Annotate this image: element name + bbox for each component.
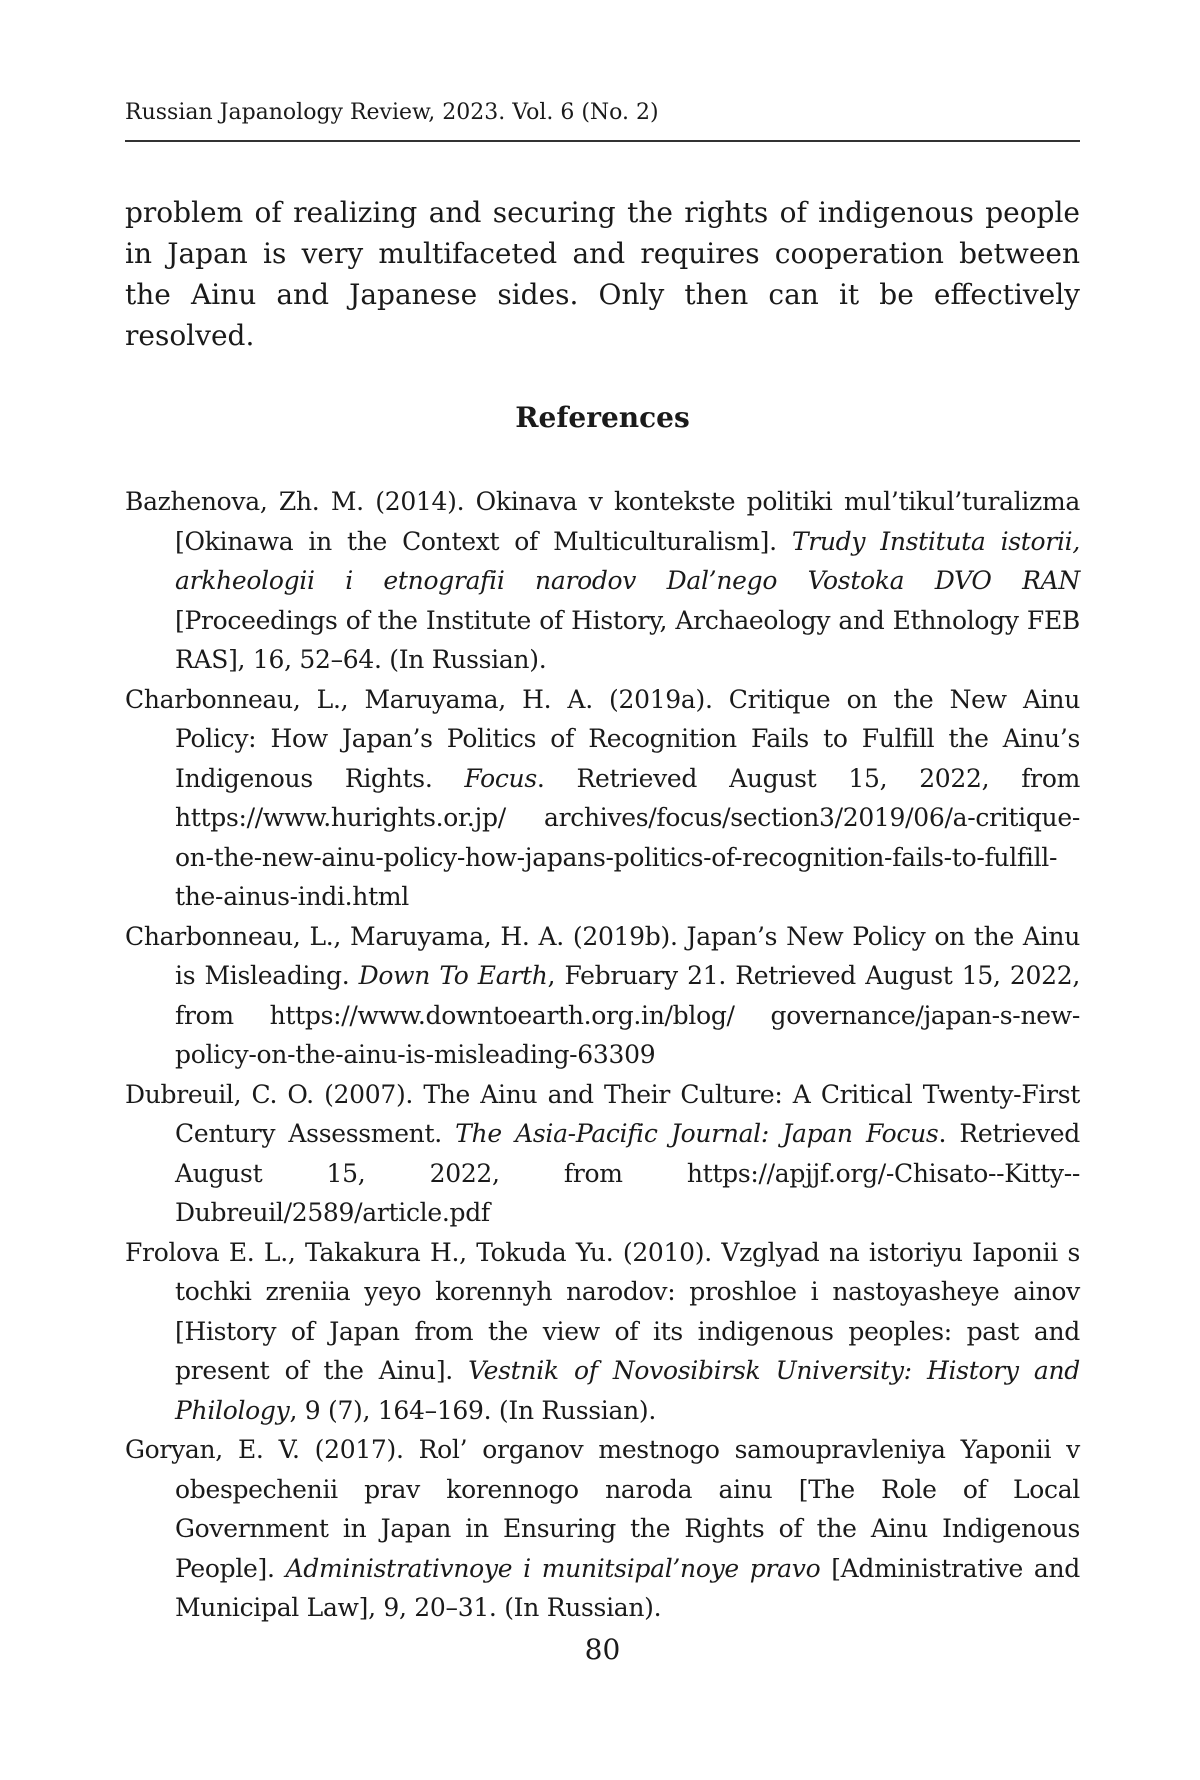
reference-text: , 9 (7), 164–169. (In Russian). (289, 1395, 656, 1425)
reference-source-title: Administrativnoye i munitsipal’noye pravo (285, 1553, 821, 1583)
reference-text: [Proceedings of the Institute of History, Archaeology and Ethnology FEB RAS], 16, 52–64. (In Russian). (175, 605, 1080, 674)
reference-item (125, 1430, 1080, 1628)
reference-source-title: The Asia-Pacific Journal: Japan Focus (455, 1119, 939, 1148)
references-heading: References (515, 401, 690, 434)
reference-text: Frolova E. L., Takakura H., Tokuda Yu. (2010). Vzglyad na istoriyu Iaponii s tochki zreniia yeyo korennyh narodov: proshloe i nastoyasheye ainov [History of Japan from the view of its indigenous peoples: past and present of the Ainu]. (125, 1237, 1080, 1385)
header-rule (125, 140, 1080, 142)
reference-text: Bazhenova, Zh. M. (2014). Okinava v kontekste politiki mul’tikul’turalizma [Okinawa in the Context of Multiculturalism]. (125, 487, 1080, 556)
reference-text: Charbonneau, L., Maruyama, H. A. (2019a). Critique on the New Ainu Policy: How Japan’s Politics of Recognition Fails to Fulfill the Ainu’s Indigenous Rights. (125, 684, 1080, 793)
body-paragraph: problem of realizing and securing the rights of indigenous people in Japan is very multifaceted and requires cooperation between the Ainu and Japanese sides. Only then can it be effectively resolved. (125, 196, 1080, 352)
journal-page (125, 0, 1080, 1780)
reference-text: [Administrative and Municipal Law], 9, 20–31. (In Russian). (175, 1553, 1080, 1622)
reference-text: Charbonneau, L., Maruyama, H. A. (2019b). Japan’s New Policy on the Ainu is Misleading. (125, 921, 1080, 990)
reference-item (125, 917, 1080, 1075)
reference-text: . Retrieved August 15, 2022, from https://www.hurights.or.jp/ archives/focus/section3/2019/06/a-critique-on-the-new-ainu-policy-how-japans-politics-of-recognition-fails-to-fulfill-the-ainus-indi.html (175, 763, 1080, 911)
reference-text: . Retrieved August 15, 2022, from https://apjjf.org/-Chisato--Kitty--Dubreuil/2589/article.pdf (175, 1119, 1080, 1227)
reference-item (125, 482, 1080, 680)
running-header: Russian Japanology Review, 2023. Vol. 6 (No. 2) (125, 100, 659, 125)
reference-source-title: Focus (464, 763, 537, 793)
reference-source-title: Trudy Instituta istorii, arkheologii i etnografii narodov Dal’nego Vostoka DVO RAN (175, 526, 1080, 595)
reference-item (125, 1075, 1080, 1233)
reference-text: Dubreuil, C. O. (2007). The Ainu and Their Culture: A Critical Twenty-First Century Assessment. (125, 1079, 1080, 1148)
reference-text: Goryan, E. V. (2017). Rol’ organov mestnogo samoupravleniya Yaponii v obespechenii prav korennogo naroda ainu [The Role of Local Government in Japan in Ensuring the Rights of the Ainu Indigenous People]. (125, 1435, 1080, 1583)
reference-list (125, 482, 1080, 1628)
reference-item (125, 680, 1080, 917)
reference-text: , February 21. Retrieved August 15, 2022, from https://www.downtoearth.org.in/blog/ governance/japan-s-new-policy-on-the-ainu-is-misleading-63309 (175, 961, 1081, 1069)
reference-source-title: Vestnik of Novosibirsk University: History and Philology (175, 1356, 1080, 1425)
page-number: 80 (584, 1633, 621, 1666)
reference-item (125, 1233, 1080, 1431)
reference-source-title: Down To Earth (358, 961, 548, 990)
